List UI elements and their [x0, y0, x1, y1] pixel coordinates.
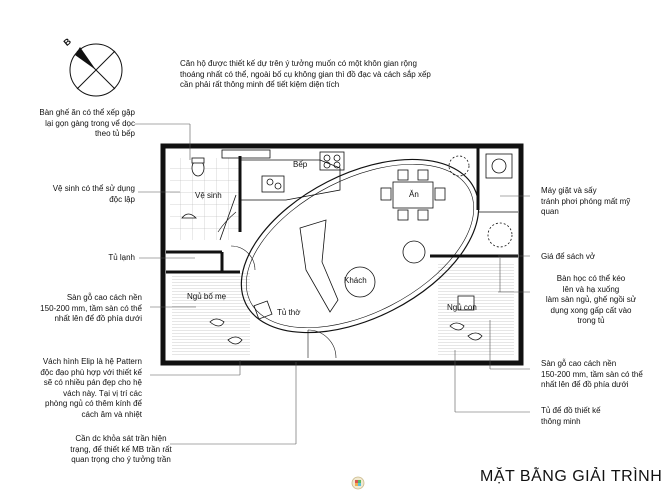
note-washer: Máy giặt và sấy tránh phơi phóng mất mỹ quan: [541, 186, 631, 216]
note-desk: Bàn học có thể kéo lên và hạ xuống làm sàn ngủ, ghế ngồi sử dụng xong gấp cất vào trong tủ: [545, 274, 637, 325]
note-shelf: Giá để sách vở: [541, 252, 596, 261]
note-floor-right: Sàn gỗ cao cách nền 150-200 mm, tầm sàn có thể nhất lên để đồ phía dưới: [541, 359, 643, 389]
note-ceiling: Cần dc khỏa sát trần hiện trạng, để thiết kế MB trần rất quan trọng cho ý tưởng trần: [70, 434, 172, 464]
laundry-area: [449, 154, 518, 247]
note-ellipse: Vách hình Elip là hệ Pattern độc đạo phù hợp với thiết kế sẽ có nhiều pán đẹp cho hệ vách này. Tại vị trí các phòng ngủ có thêm kính để cách âm và nhiệt: [40, 357, 142, 419]
logo-icon: [352, 477, 364, 489]
living-furniture: [254, 220, 425, 319]
note-folding-table: Bàn ghế ăn có thể xếp gập lại gọn gàng trong vể dọc theo tủ bếp: [39, 108, 135, 138]
note-fridge: Tủ lạnh: [108, 253, 135, 262]
room-label-child: Ngủ con: [447, 303, 477, 312]
compass-letter: B: [61, 36, 73, 48]
intro-text: Căn hộ được thiết kế dự trên ý tưởng muốn có một khôn gian rộng thoáng nhất có thể, ngoài bố cụ không gian thì đồ đạc và cách sắp xếp cần phải rất thông minh để tiết kiệm diện tích: [180, 59, 431, 89]
compass-icon: [70, 44, 122, 96]
note-wardrobe: Tủ để đồ thiết kế thông minh: [541, 406, 601, 426]
note-floor-left: Sàn gỗ cao cách nền 150-200 mm, tầm sàn có thể nhất lên để đồ phía dưới: [40, 293, 142, 323]
room-label-wc: Vệ sinh: [195, 191, 222, 200]
room-label-living: Khách: [344, 276, 367, 285]
room-label-dining: Ăn: [409, 190, 419, 199]
room-label-master: Ngủ bố mẹ: [187, 292, 227, 301]
page-title: MẶT BẰNG GIẢI TRÌNH: [480, 468, 663, 485]
room-label-kitchen: Bếp: [293, 160, 308, 169]
room-label-closet: Tủ thờ: [277, 308, 301, 317]
note-wc: Vệ sinh có thể sử dụng độc lập: [52, 184, 135, 204]
